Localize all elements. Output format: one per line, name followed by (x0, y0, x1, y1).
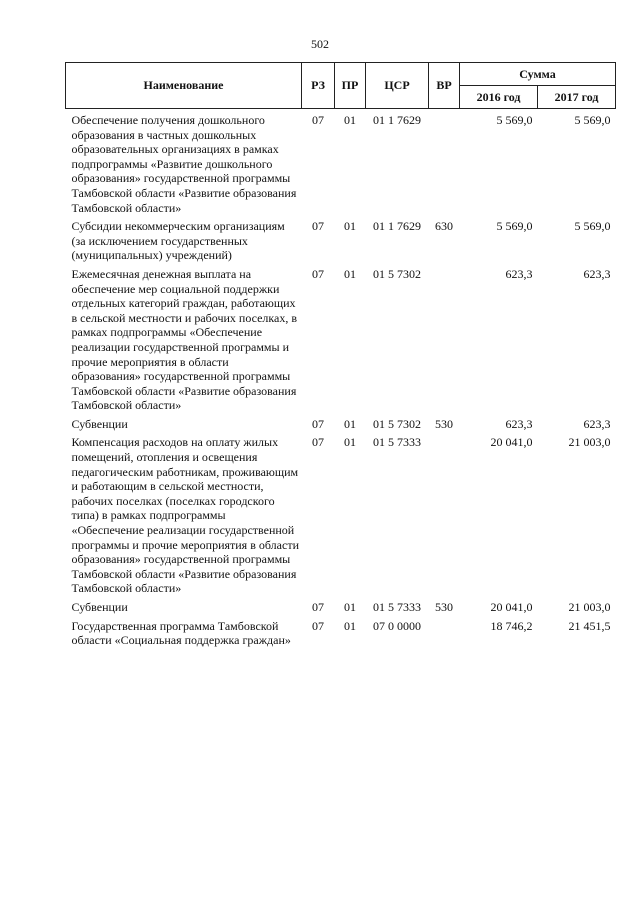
row-sum-2016: 623,3 (505, 416, 533, 431)
row-pr: 01 (344, 435, 356, 450)
table-row (66, 619, 616, 652)
row-sum-2016: 18 746,2 (490, 618, 533, 633)
row-pr: 01 (344, 266, 356, 281)
row-pr: 01 (344, 113, 356, 127)
row-name: Обеспечение получения дошкольного образования в частных дошкольных образовательных организациях в рамках подпрограммы «Развитие дошкольного образования» государственной программы Тамбовской области «Развитие образования Тамбовской области» (71, 113, 297, 215)
table-body (66, 109, 616, 652)
row-pr: 01 (344, 618, 356, 633)
row-csr: 01 5 7302 (373, 416, 421, 431)
row-sum-2016: 5 569,0 (496, 113, 533, 127)
row-pr: 01 (344, 416, 356, 431)
row-rz: 07 (312, 219, 324, 234)
row-name: Субвенции (71, 600, 128, 614)
row-csr: 01 5 7333 (373, 435, 421, 450)
row-sum-2016: 5 569,0 (496, 219, 533, 234)
row-vr: 630 (435, 219, 453, 234)
row-rz: 07 (312, 618, 324, 633)
page-number: 502 (311, 37, 329, 51)
header-rz: РЗ (302, 63, 335, 109)
header-year-2017: 2017 год (538, 86, 616, 109)
row-csr: 01 1 7629 (373, 113, 421, 127)
row-sum-2017: 623,3 (583, 416, 611, 431)
row-vr: 530 (435, 600, 453, 614)
row-vr: 530 (435, 416, 453, 431)
row-sum-2016: 20 041,0 (490, 600, 533, 614)
row-sum-2017: 21 451,5 (568, 618, 611, 633)
row-sum-2016: 20 041,0 (490, 435, 533, 450)
row-rz: 07 (312, 416, 324, 431)
row-rz: 07 (312, 266, 324, 281)
row-csr: 01 5 7302 (373, 266, 421, 281)
row-vr (429, 267, 460, 417)
row-vr (429, 109, 460, 220)
table-row (66, 417, 616, 436)
row-vr (429, 619, 460, 652)
row-pr: 01 (344, 219, 356, 234)
row-name: Субвенции (71, 416, 128, 431)
row-sum-2017: 623,3 (583, 266, 611, 281)
budget-table (65, 62, 616, 652)
row-rz: 07 (312, 113, 324, 127)
header-vr: ВР (429, 63, 460, 109)
table-row (66, 435, 616, 600)
table-header (66, 63, 616, 109)
row-sum-2017: 21 003,0 (568, 435, 611, 450)
header-pr: ПР (335, 63, 366, 109)
row-name: Компенсация расходов на оплату жилых помещений, отопления и освещения педагогическим работникам, проживающим и работающим в сельской местности, рабочих поселках (поселках городского типа) в рамках подпрограммы «Обеспечение реализации государственной программы и прочие мероприятия в области образования» государственной программы Тамбовской области «Развитие образования Тамбовской области» (71, 435, 299, 596)
row-csr: 01 1 7629 (373, 219, 421, 234)
table-row (66, 109, 616, 220)
row-csr: 01 5 7333 (373, 600, 421, 614)
row-csr: 07 0 0000 (373, 618, 421, 633)
row-name: Субсидии некоммерческим организациям (за исключением государственных (муниципальных) учреждений) (71, 219, 285, 263)
row-rz: 07 (312, 435, 324, 450)
header-sum: Сумма (460, 63, 616, 86)
row-sum-2016: 623,3 (505, 266, 533, 281)
row-sum-2017: 5 569,0 (574, 219, 611, 234)
row-sum-2017: 21 003,0 (568, 600, 611, 614)
row-rz: 07 (312, 600, 324, 614)
table-row (66, 600, 616, 619)
header-name: Наименование (66, 63, 302, 109)
row-vr (429, 435, 460, 600)
row-name: Ежемесячная денежная выплата на обеспечение мер социальной поддержки отдельных категорий граждан, работающих в сельской местности и рабочих поселках, в рамках подпрограммы «Обеспечение реализации государственной программы и прочие мероприятия в области образования» государственной программы Тамбовской области «Развитие образования Тамбовской области» (71, 266, 298, 413)
row-name: Государственная программа Тамбовской области «Социальная поддержка граждан» (71, 618, 291, 648)
table-row (66, 267, 616, 417)
header-year-2016: 2016 год (460, 86, 538, 109)
header-csr: ЦСР (366, 63, 429, 109)
row-pr: 01 (344, 600, 356, 614)
row-sum-2017: 5 569,0 (574, 113, 611, 127)
table-row (66, 219, 616, 267)
